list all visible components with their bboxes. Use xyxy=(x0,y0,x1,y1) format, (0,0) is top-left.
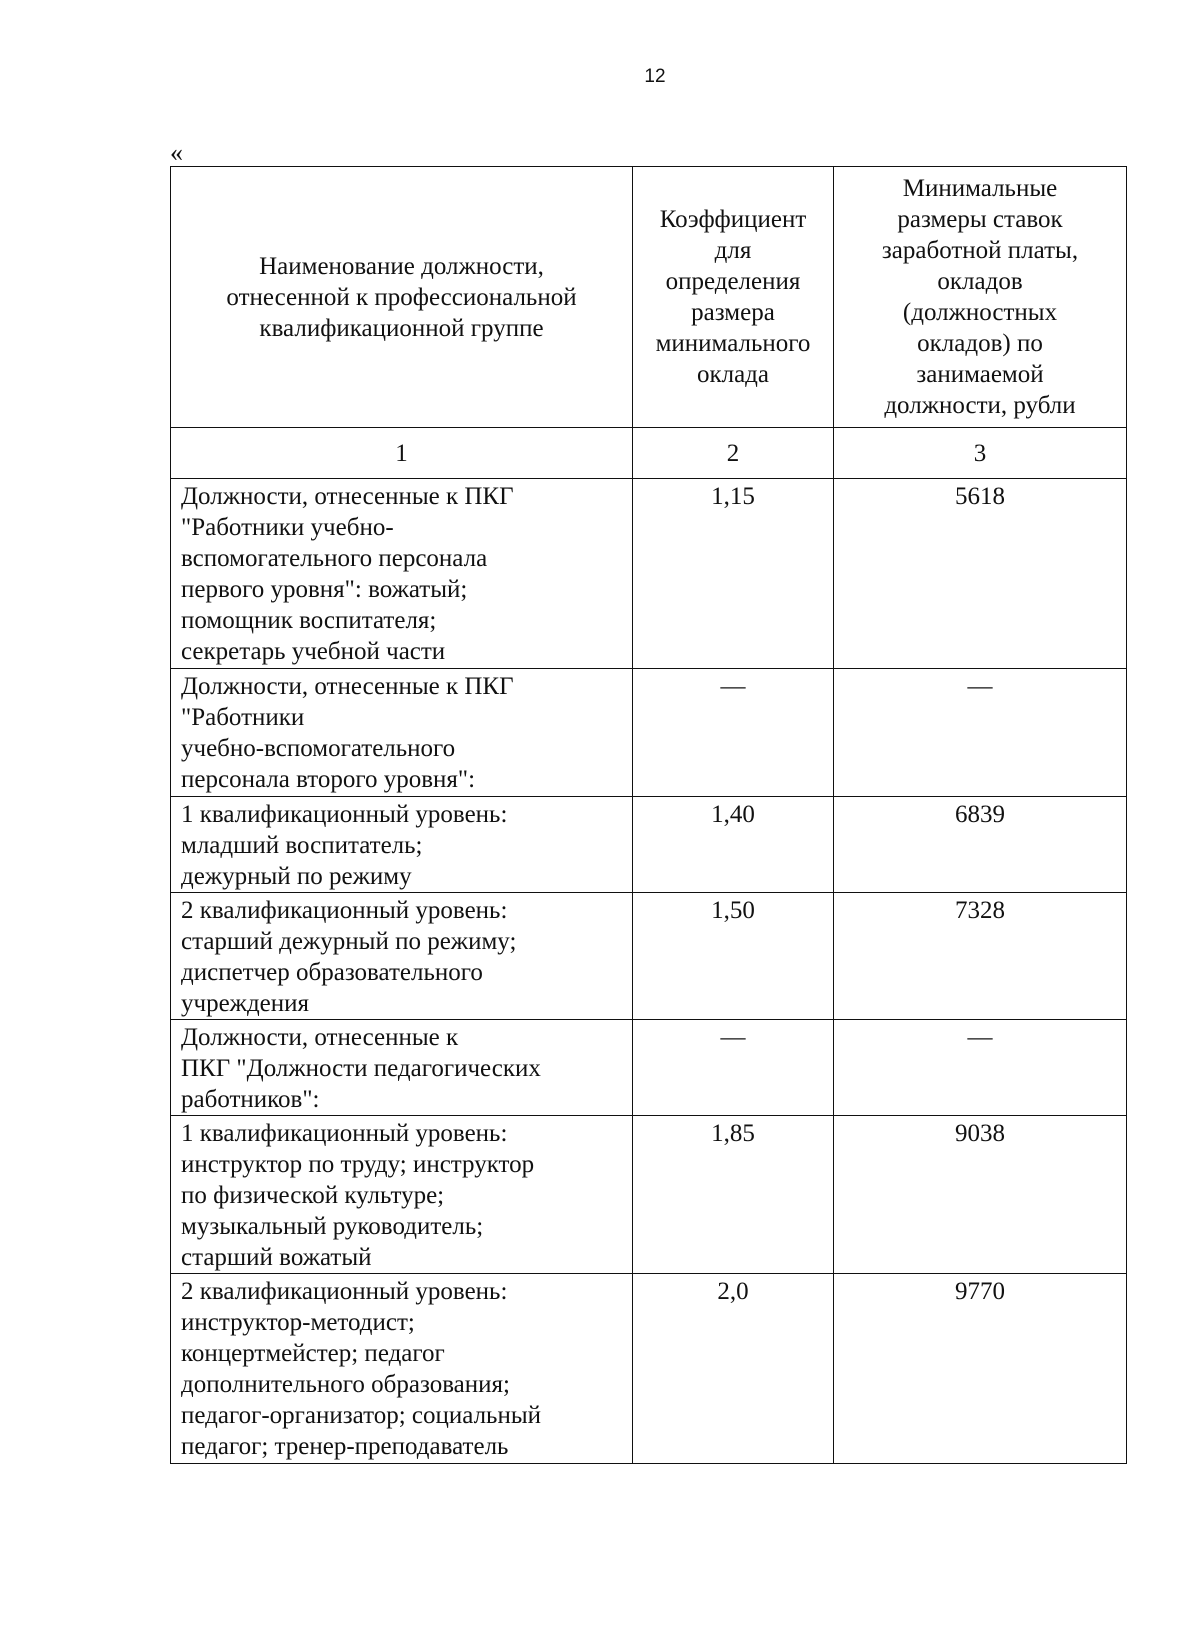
position-name-cell: Должности, отнесенные к ПКГ "Должности педагогических работников": xyxy=(171,1020,633,1116)
table-row xyxy=(171,479,1127,669)
coefficient-cell: 1,40 xyxy=(633,797,834,893)
table-row xyxy=(171,1020,1127,1116)
salary-cell: 9038 xyxy=(834,1116,1127,1274)
table-row xyxy=(171,893,1127,1020)
header-coefficient: Коэффициент для определения размера минимального оклада xyxy=(633,167,834,428)
header-position-name: Наименование должности, отнесенной к профессиональной квалификационной группе xyxy=(171,167,633,428)
position-name-cell: 2 квалификационный уровень: старший дежурный по режиму; диспетчер образовательного учреждения xyxy=(171,893,633,1020)
salary-cell: — xyxy=(834,1020,1127,1116)
column-number: 3 xyxy=(834,428,1127,479)
column-number-row xyxy=(171,428,1127,479)
salary-cell: — xyxy=(834,669,1127,797)
column-number: 2 xyxy=(633,428,834,479)
coefficient-cell: 1,50 xyxy=(633,893,834,1020)
table-row xyxy=(171,1274,1127,1464)
salary-table xyxy=(170,166,1127,1464)
coefficient-cell: 1,85 xyxy=(633,1116,834,1274)
column-number: 1 xyxy=(171,428,633,479)
position-name-cell: Должности, отнесенные к ПКГ "Работники учебно- вспомогательного персонала первого уровня": вожатый; помощник воспитателя; секретарь учебной части xyxy=(171,479,633,669)
salary-cell: 6839 xyxy=(834,797,1127,893)
coefficient-cell: 2,0 xyxy=(633,1274,834,1464)
table-row xyxy=(171,797,1127,893)
position-name-cell: 1 квалификационный уровень: инструктор по труду; инструктор по физической культуре; музыкальный руководитель; старший вожатый xyxy=(171,1116,633,1274)
page-number: 12 xyxy=(644,66,666,87)
coefficient-cell: — xyxy=(633,1020,834,1116)
position-name-cell: 1 квалификационный уровень: младший воспитатель; дежурный по режиму xyxy=(171,797,633,893)
coefficient-cell: 1,15 xyxy=(633,479,834,669)
salary-cell: 5618 xyxy=(834,479,1127,669)
table-row xyxy=(171,669,1127,797)
position-name-cell: 2 квалификационный уровень: инструктор-методист; концертмейстер; педагог дополнительного образования; педагог-организатор; социальный педагог; тренер-преподаватель xyxy=(171,1274,633,1464)
opening-quote-mark: « xyxy=(170,138,183,167)
coefficient-cell: — xyxy=(633,669,834,797)
salary-cell: 7328 xyxy=(834,893,1127,1020)
salary-cell: 9770 xyxy=(834,1274,1127,1464)
header-salary: Минимальные размеры ставок заработной платы, окладов (должностных окладов) по занимаемой должности, рубли xyxy=(834,167,1127,428)
position-name-cell: Должности, отнесенные к ПКГ "Работники учебно-вспомогательного персонала второго уровня": xyxy=(171,669,633,797)
table-header-row xyxy=(171,167,1127,428)
table-row xyxy=(171,1116,1127,1274)
